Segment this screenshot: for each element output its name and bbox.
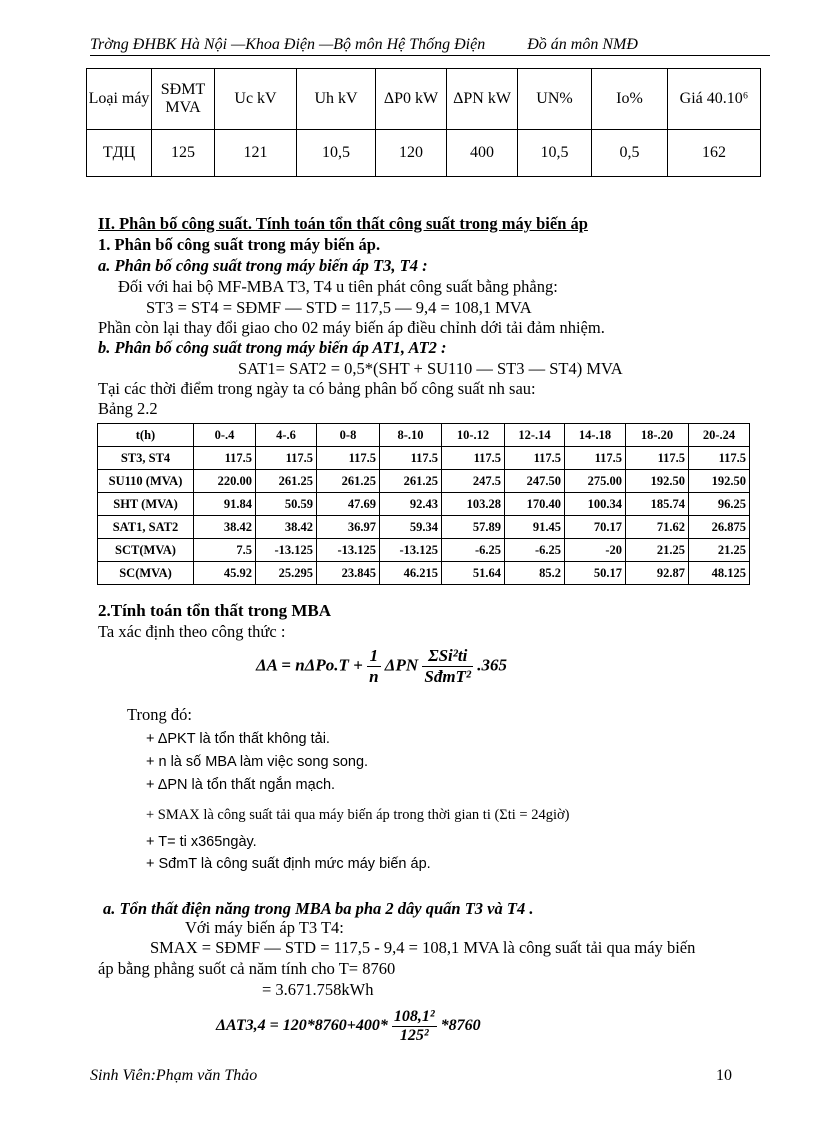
table-header-cell: Uh kV — [297, 69, 376, 130]
paragraph: Đối với hai bộ MF-MBA T3, T4 u tiên phát công suất bằng phẳng: — [118, 277, 558, 296]
power-table-body — [98, 447, 750, 585]
table-cell: TДЦ — [87, 130, 152, 177]
table-cell: 23.845 — [317, 562, 380, 585]
table-cell: 50.59 — [256, 493, 317, 516]
table-header-cell: SĐMT MVA — [152, 69, 215, 130]
table-cell: 117.5 — [689, 447, 750, 470]
table-caption: Bảng 2.2 — [98, 399, 158, 418]
table-cell: 117.5 — [442, 447, 505, 470]
table-cell: 38.42 — [194, 516, 256, 539]
paragraph: áp bằng phẳng suốt cả năm tính cho T= 8760 — [98, 959, 396, 978]
table-cell: 57.89 — [442, 516, 505, 539]
table-cell: 10,5 — [297, 130, 376, 177]
table-cell: 91.84 — [194, 493, 256, 516]
list-item: + T= ti x365ngày. — [146, 834, 257, 850]
formula-tail: *8760 — [440, 1017, 481, 1035]
section-title: II. Phân bố công suất. Tính toán tổn thất công suất trong máy biến áp — [98, 214, 588, 233]
table-cell: 103.28 — [442, 493, 505, 516]
formula-lhs: ΔA = nΔPo.T + — [256, 655, 363, 675]
table-cell: 70.17 — [565, 516, 626, 539]
table-header-cell: 12-.14 — [505, 424, 565, 447]
list-item: + ΔPN là tổn thất ngắn mạch. — [146, 777, 336, 793]
page-number: 10 — [716, 1067, 732, 1084]
list-item: + n là số MBA làm việc song song. — [146, 754, 369, 770]
table-cell: 261.25 — [380, 470, 442, 493]
table-cell: 21.25 — [626, 539, 689, 562]
table-cell: 117.5 — [565, 447, 626, 470]
row-label: SU110 (MVA) — [98, 470, 194, 493]
table-cell: -20 — [565, 539, 626, 562]
paragraph: Ta xác định theo công thức : — [98, 622, 286, 641]
table-cell: 117.5 — [256, 447, 317, 470]
table-cell: 170.40 — [505, 493, 565, 516]
table-cell: 51.64 — [442, 562, 505, 585]
table-header-cell: Loại máy — [87, 69, 152, 130]
table-cell: -6.25 — [442, 539, 505, 562]
table-cell: 50.17 — [565, 562, 626, 585]
table-cell: 117.5 — [380, 447, 442, 470]
table-cell: 275.00 — [565, 470, 626, 493]
table-cell: 162 — [668, 130, 761, 177]
header-left: Trờng ĐHBK Hà Nội —Khoa Điện —Bộ môn Hệ Thống Điện — [90, 36, 486, 53]
table-cell: 192.50 — [689, 470, 750, 493]
table-row — [98, 539, 750, 562]
table-cell: 45.92 — [194, 562, 256, 585]
header-right: Đồ án môn NMĐ — [527, 36, 638, 53]
table-header-cell: Uc kV — [215, 69, 297, 130]
table-header-cell: t(h) — [98, 424, 194, 447]
formula-line: SAT1= SAT2 = 0,5*(SHT + SU110 — ST3 — ST4) MVA — [238, 359, 623, 378]
table-header-cell: 0-.4 — [194, 424, 256, 447]
table-row — [98, 562, 750, 585]
formula-lhs: ΔAT3,4 = 120*8760+400* — [216, 1017, 388, 1035]
table-cell: 117.5 — [626, 447, 689, 470]
table-header-cell: ΔPN kW — [447, 69, 518, 130]
table-cell: -13.125 — [317, 539, 380, 562]
table-cell: 192.50 — [626, 470, 689, 493]
footer-author: Sinh Viên:Phạm văn Thảo — [90, 1067, 258, 1084]
subsection-title: a. Tổn thất điện năng trong MBA ba pha 2 dây quấn T3 và T4 . — [103, 899, 534, 918]
table-cell: 91.45 — [505, 516, 565, 539]
table-cell: 220.00 — [194, 470, 256, 493]
formula-dpn: ΔPN — [384, 655, 419, 675]
table-row — [87, 130, 761, 177]
table-row — [98, 516, 750, 539]
power-distribution-table — [97, 423, 750, 585]
table-cell: -13.125 — [380, 539, 442, 562]
table-cell: 47.69 — [317, 493, 380, 516]
table-cell: 261.25 — [317, 470, 380, 493]
formula-line: ST3 = ST4 = SĐMF — STD = 117,5 — 9,4 = 108,1 MVA — [146, 298, 532, 317]
table-row — [98, 447, 750, 470]
table-cell: 247.5 — [442, 470, 505, 493]
table-header-cell: 14-.18 — [565, 424, 626, 447]
table-header-cell: 4-.6 — [256, 424, 317, 447]
subsection-a-title: a. Phân bố công suất trong máy biến áp T3, T4 : — [98, 256, 428, 275]
row-label: SC(MVA) — [98, 562, 194, 585]
table-header-cell: UN% — [518, 69, 592, 130]
table-cell: 38.42 — [256, 516, 317, 539]
row-label: ST3, ST4 — [98, 447, 194, 470]
table-cell: -13.125 — [256, 539, 317, 562]
table-cell: 261.25 — [256, 470, 317, 493]
table-cell: 120 — [376, 130, 447, 177]
table-cell: 125 — [152, 130, 215, 177]
paragraph: Tại các thời điểm trong ngày ta có bảng phân bố công suất nh sau: — [98, 379, 536, 398]
formula-fraction — [422, 646, 473, 687]
table-cell: 46.215 — [380, 562, 442, 585]
formula-fraction — [392, 1008, 437, 1045]
section-title: 2.Tính toán tổn thất trong MBA — [98, 601, 331, 620]
table-cell: 36.97 — [317, 516, 380, 539]
table-header-cell: Giá 40.10⁶ — [668, 69, 761, 130]
table-cell: 85.2 — [505, 562, 565, 585]
table-cell: 26.875 — [689, 516, 750, 539]
loss-formula — [256, 646, 507, 687]
formula-fraction — [367, 646, 380, 687]
table-cell: 121 — [215, 130, 297, 177]
paragraph: = 3.671.758kWh — [262, 980, 374, 999]
table-cell: 117.5 — [505, 447, 565, 470]
table-cell: 10,5 — [518, 130, 592, 177]
table-header-cell: 10-.12 — [442, 424, 505, 447]
table-row — [98, 470, 750, 493]
table-header-cell: Io% — [592, 69, 668, 130]
formula-tail: .365 — [477, 655, 508, 675]
row-label: SAT1, SAT2 — [98, 516, 194, 539]
list-item: + SđmT là công suất định mức máy biến áp. — [146, 856, 431, 872]
transformer-spec-table — [86, 68, 761, 177]
subsection-title: 1. Phân bố công suất trong máy biến áp. — [98, 235, 381, 254]
list-item: + ΔPKT là tổn thất không tải. — [146, 731, 330, 747]
paragraph: Phần còn lại thay đổi giao cho 02 máy biến áp điều chỉnh dới tải đảm nhiệm. — [98, 318, 605, 337]
row-label: SCT(MVA) — [98, 539, 194, 562]
table-cell: 21.25 — [689, 539, 750, 562]
list-item: + SMAX là công suất tải qua máy biến áp trong thời gian ti (Σti = 24giờ) — [146, 807, 570, 823]
paragraph: Với máy biến áp T3 T4: — [185, 918, 344, 937]
table-header-cell: 20-.24 — [689, 424, 750, 447]
subsection-b-title: b. Phân bố công suất trong máy biến áp AT1, AT2 : — [98, 338, 447, 357]
table-header-cell: 8-.10 — [380, 424, 442, 447]
table-cell: 7.5 — [194, 539, 256, 562]
table-cell: 100.34 — [565, 493, 626, 516]
row-label: SHT (MVA) — [98, 493, 194, 516]
table-cell: 185.74 — [626, 493, 689, 516]
table-header-row — [98, 424, 750, 447]
table-header-cell: 18-.20 — [626, 424, 689, 447]
formula-den: n — [369, 667, 379, 686]
table-cell: 0,5 — [592, 130, 668, 177]
table-header-cell: ΔP0 kW — [376, 69, 447, 130]
table-cell: 117.5 — [317, 447, 380, 470]
table-cell: 59.34 — [380, 516, 442, 539]
table-cell: 400 — [447, 130, 518, 177]
formula-num: 108,1² — [393, 1008, 435, 1025]
table-header-cell: 0-8 — [317, 424, 380, 447]
formula-num: ΣSi²ti — [422, 646, 473, 667]
table-cell: 48.125 — [689, 562, 750, 585]
table-cell: 71.62 — [626, 516, 689, 539]
page-header — [90, 36, 770, 56]
table-cell: 247.50 — [505, 470, 565, 493]
formula-den: SđmT² — [424, 667, 472, 686]
formula-den: 125² — [399, 1027, 429, 1044]
table-cell: 117.5 — [194, 447, 256, 470]
table-row — [98, 493, 750, 516]
formula-num: 1 — [367, 646, 380, 667]
table-cell: -6.25 — [505, 539, 565, 562]
table-cell: 25.295 — [256, 562, 317, 585]
table-cell: 92.43 — [380, 493, 442, 516]
paragraph: Trong đó: — [127, 705, 192, 724]
table-cell: 92.87 — [626, 562, 689, 585]
energy-loss-formula — [216, 1008, 481, 1045]
table-header-row — [87, 69, 761, 130]
paragraph: SMAX = SĐMF — STD = 117,5 - 9,4 = 108,1 MVA là công suất tải qua máy biến — [150, 938, 696, 957]
table-cell: 96.25 — [689, 493, 750, 516]
